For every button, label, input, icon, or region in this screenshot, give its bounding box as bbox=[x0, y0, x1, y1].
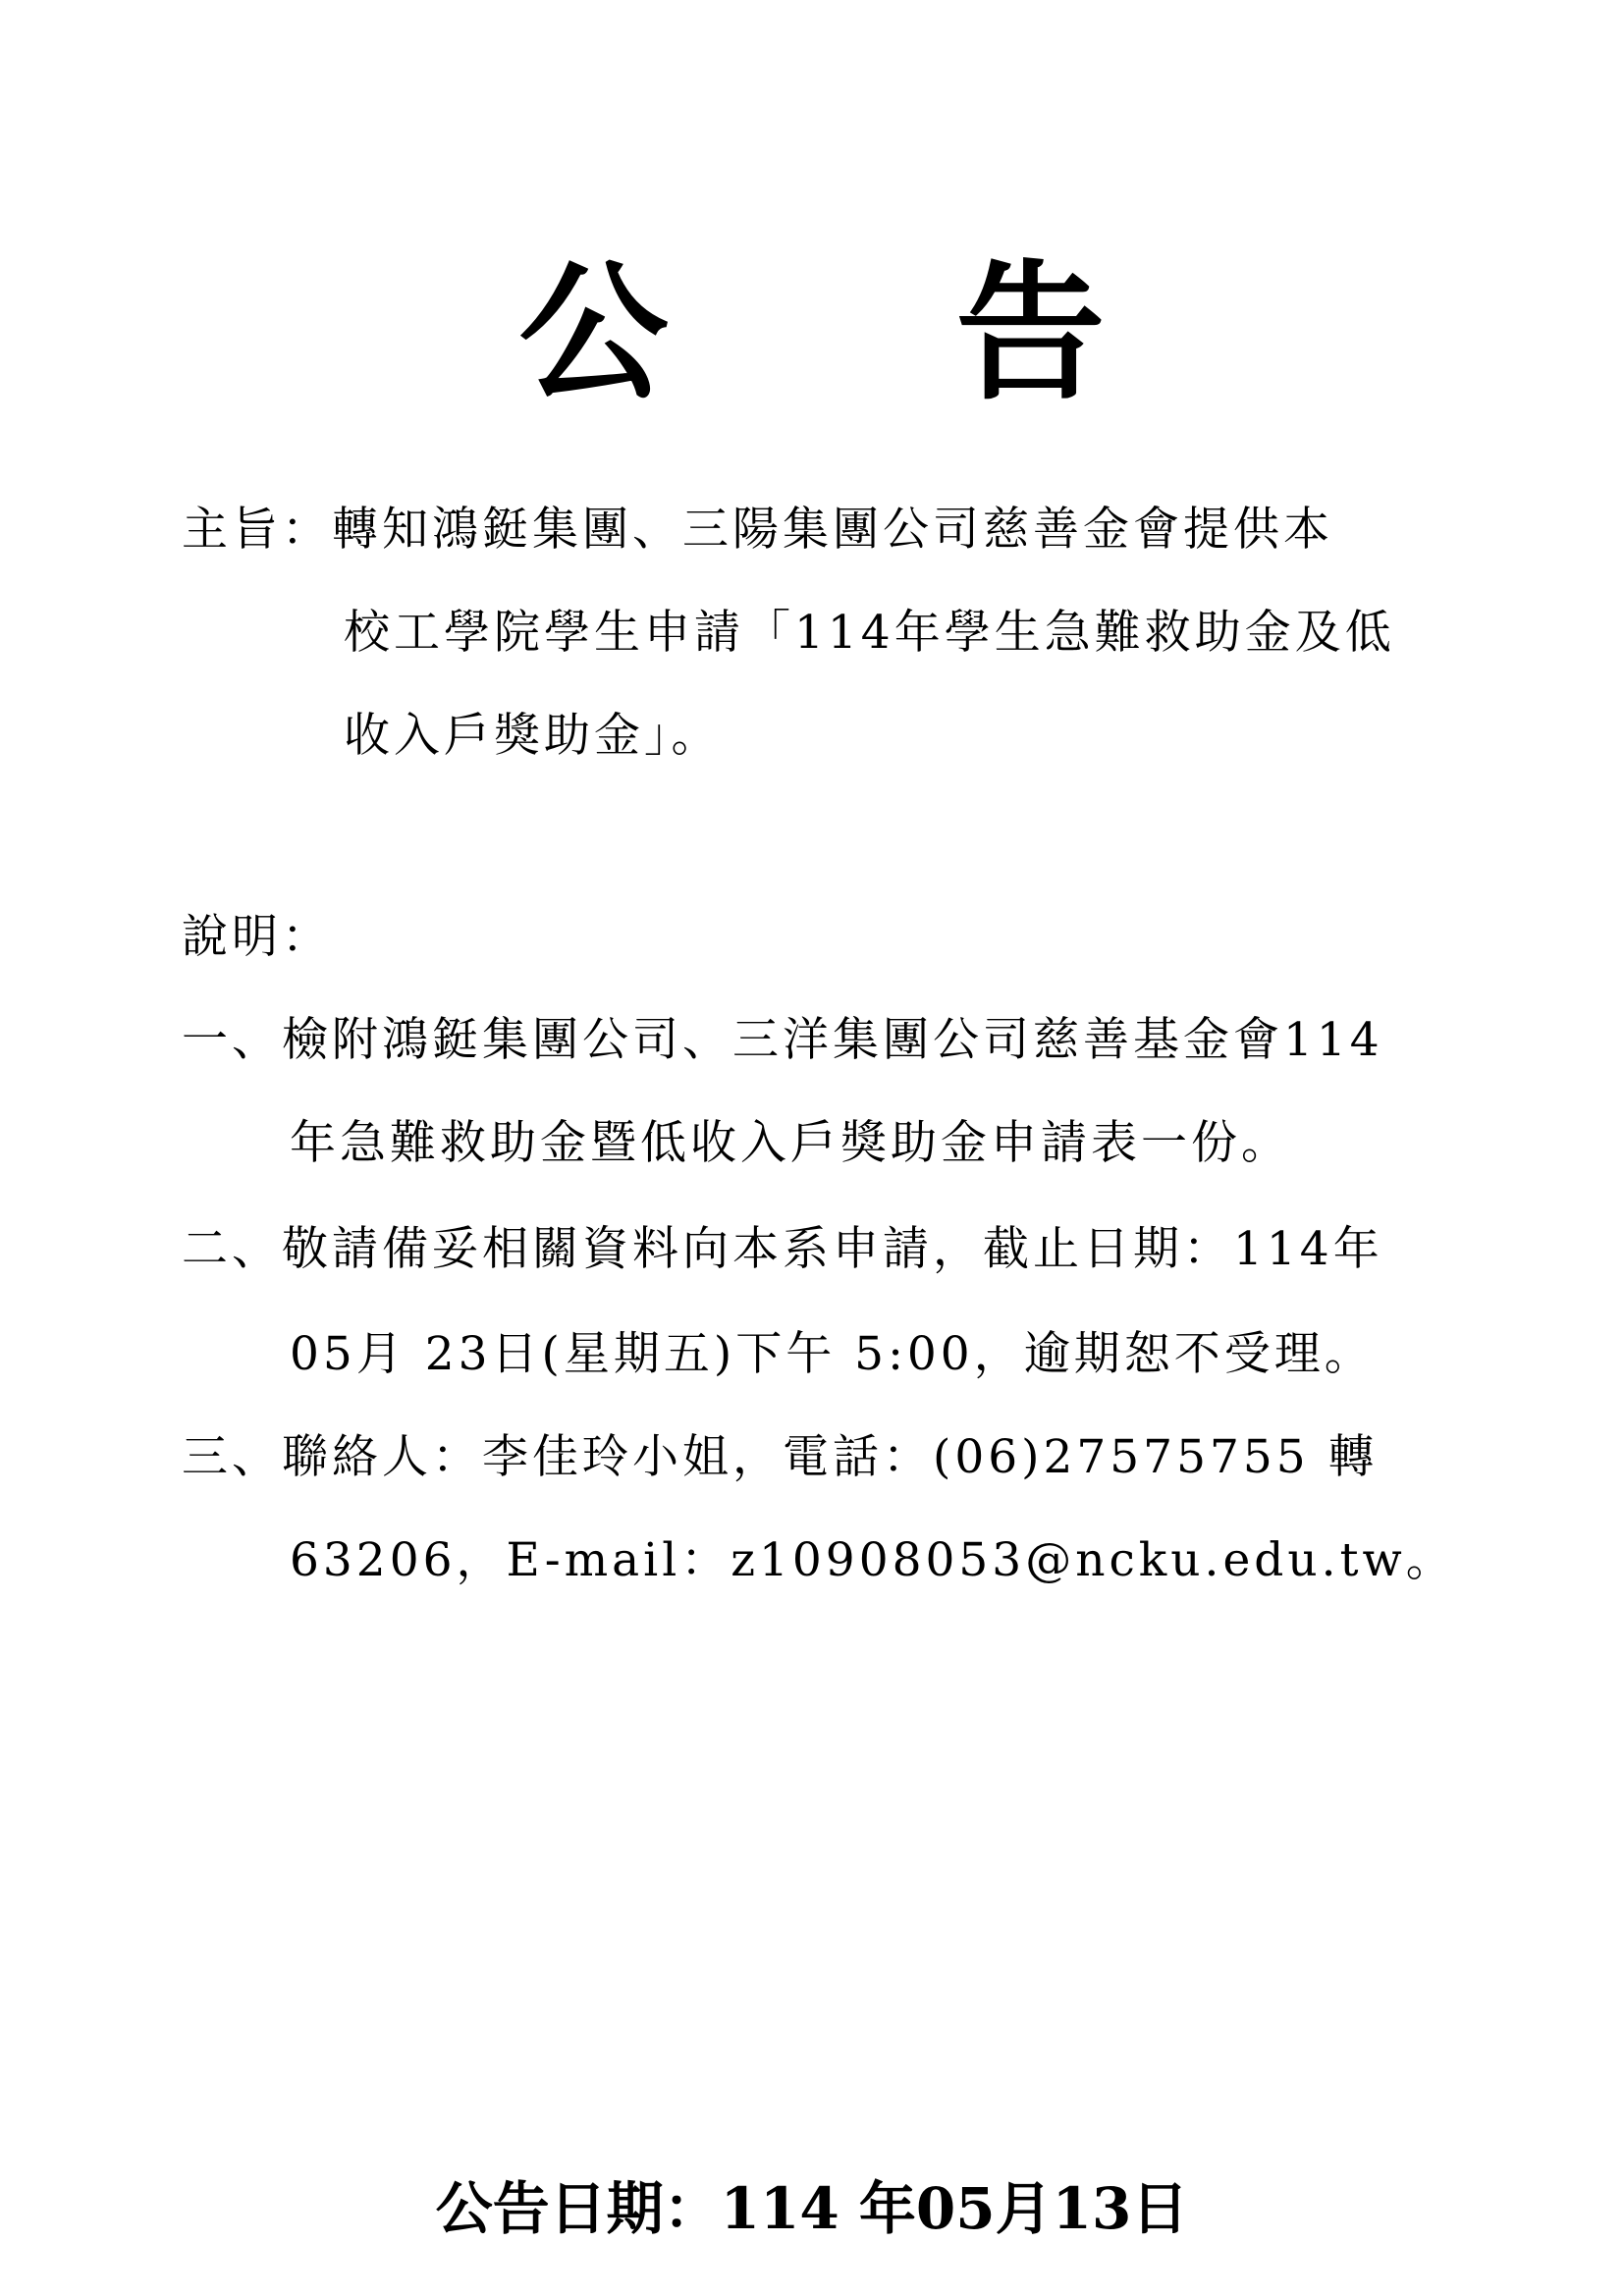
subject-line-1: 主旨：轉知鴻鋌集團、三陽集團公司慈善金會提供本 bbox=[182, 503, 1333, 557]
explanation-item-3-line-1: 三、聯絡人：李佳玲小姐，電話：(06)27575755 轉 bbox=[182, 1430, 1379, 1484]
explanation-item-2-line-2: 05月 23日(星期五)下午 5:00，逾期恕不受理。 bbox=[290, 1327, 1375, 1381]
explanation-heading: 說明： bbox=[182, 910, 332, 964]
announcement-date: 公告日期：114 年05月13日 bbox=[435, 2175, 1189, 2242]
subject-line-3: 收入戶獎助金」。 bbox=[344, 709, 722, 763]
explanation-item-3-line-2: 63206，E-mail：z10908053@ncku.edu.tw。 bbox=[290, 1533, 1456, 1587]
explanation-item-2-line-1: 二、敬請備妥相關資料向本系申請，截止日期：114年 bbox=[182, 1222, 1383, 1276]
page-title: 公 告 bbox=[518, 246, 1223, 420]
subject-line-2: 校工學院學生申請「114年學生急難救助金及低 bbox=[344, 606, 1395, 660]
explanation-item-1-line-2: 年急難救助金暨低收入戶獎助金申請表一份。 bbox=[290, 1116, 1291, 1170]
explanation-item-1-line-1: 一、檢附鴻鋌集團公司、三洋集團公司慈善基金會114 bbox=[182, 1013, 1383, 1067]
